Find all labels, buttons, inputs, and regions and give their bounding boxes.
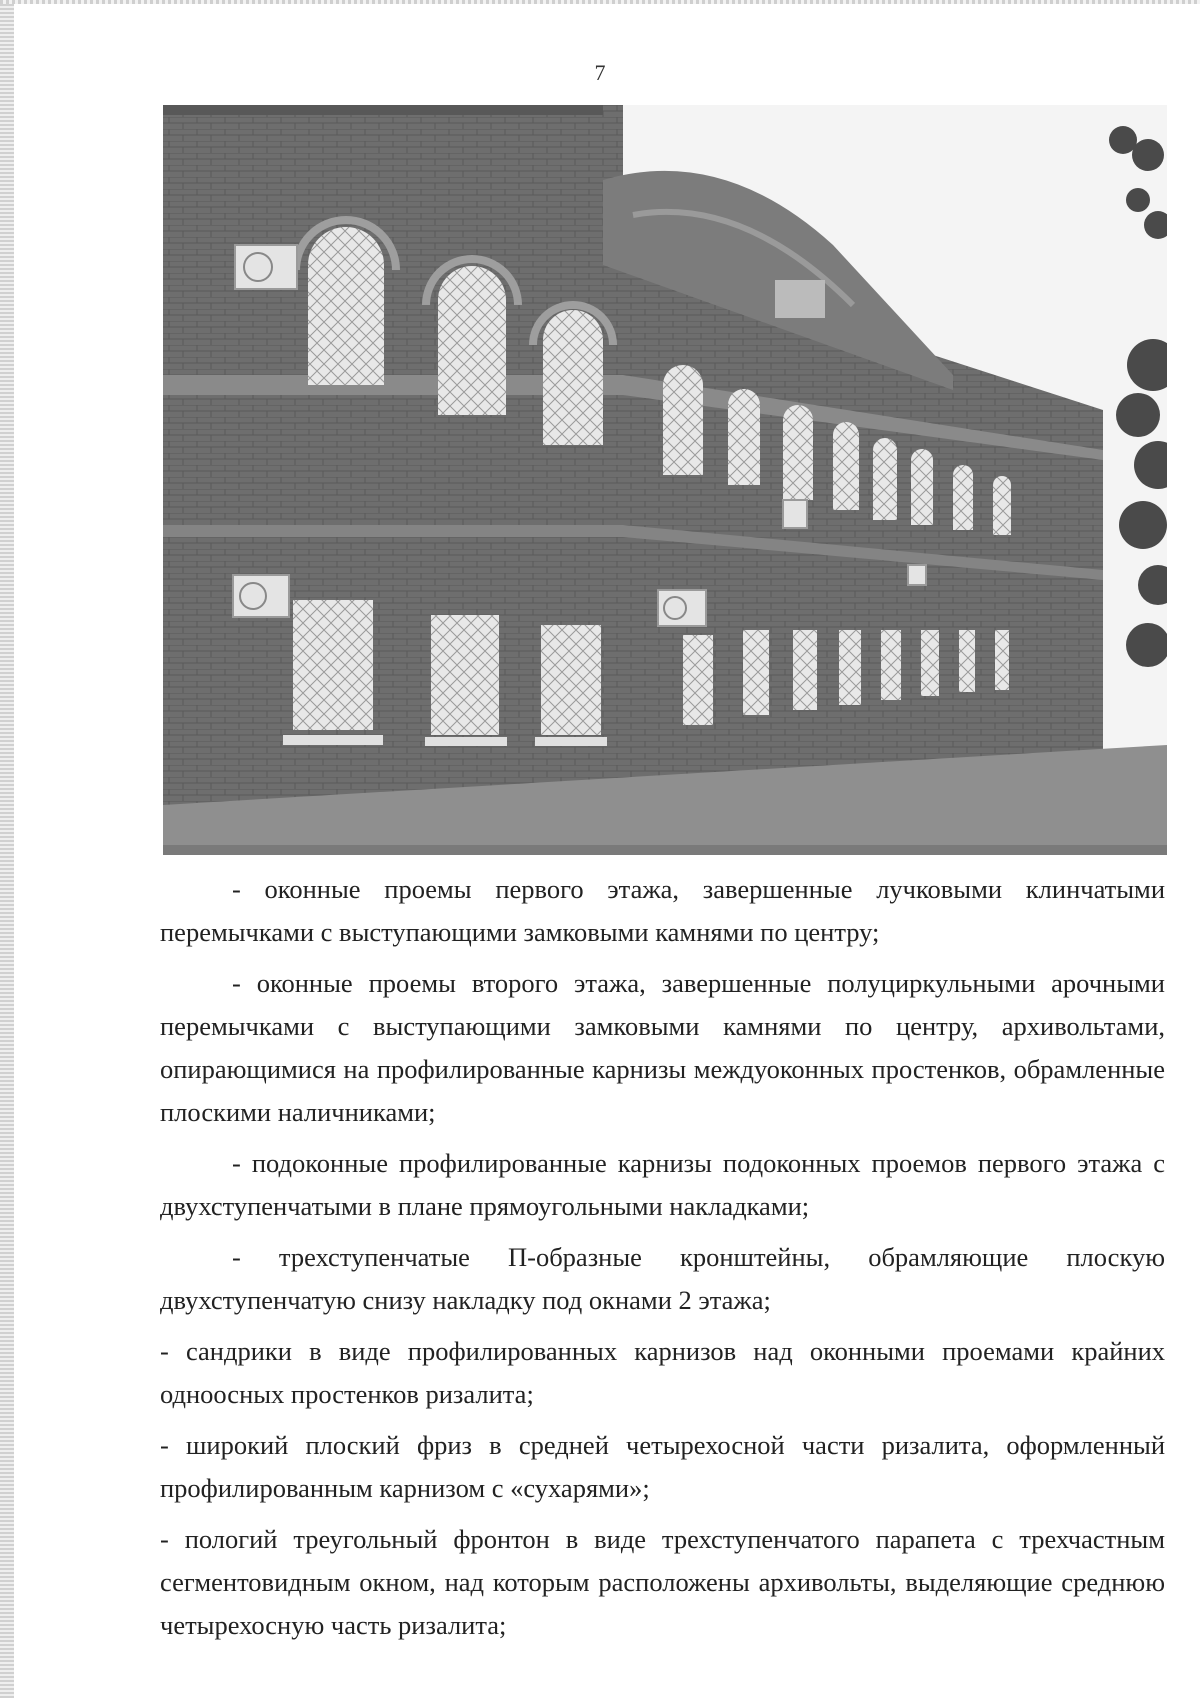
scan-top-edge [0,0,1200,4]
paragraph-sill-cornices: - подоконные профилированные карнизы подоконных проемов первого этажа с двухступенчатыми в плане прямоугольными накладками; [160,1148,1165,1221]
building-facade-photo [163,105,1167,855]
scan-edge [0,0,14,1698]
paragraph-frieze: - широкий плоский фриз в средней четырехосной части ризалита, оформленный профилированным карнизом с «сухарями»; [160,1430,1165,1503]
paragraph-second-floor-windows: - оконные проемы второго этажа, завершенные полуциркульными арочными перемычками с выступающими замковыми камнями по центру, архивольтами, опирающимися на профилированные карнизы междуоконных простенков, обрамленные плоскими наличниками; [160,968,1165,1127]
paragraph-pediment: - пологий треугольный фронтон в виде трехступенчатого парапета с трехчастным сегментовидным окном, над которым расположены архивольты, выделяющие среднюю четырехосную часть ризалита; [160,1524,1165,1640]
text-block [160,868,1165,1655]
paragraph-brackets: - трехступенчатые П-образные кронштейны, обрамляющие плоскую двухступенчатую снизу накладку под окнами 2 этажа; [160,1242,1165,1315]
paragraph-sandriki: - сандрики в виде профилированных карнизов над оконными проемами крайних одноосных простенков ризалита; [160,1336,1165,1409]
page-number: 7 [594,60,606,85]
paragraph-first-floor-windows: - оконные проемы первого этажа, завершенные лучковыми клинчатыми перемычками с выступающими замковыми камнями по центру; [160,874,1165,947]
